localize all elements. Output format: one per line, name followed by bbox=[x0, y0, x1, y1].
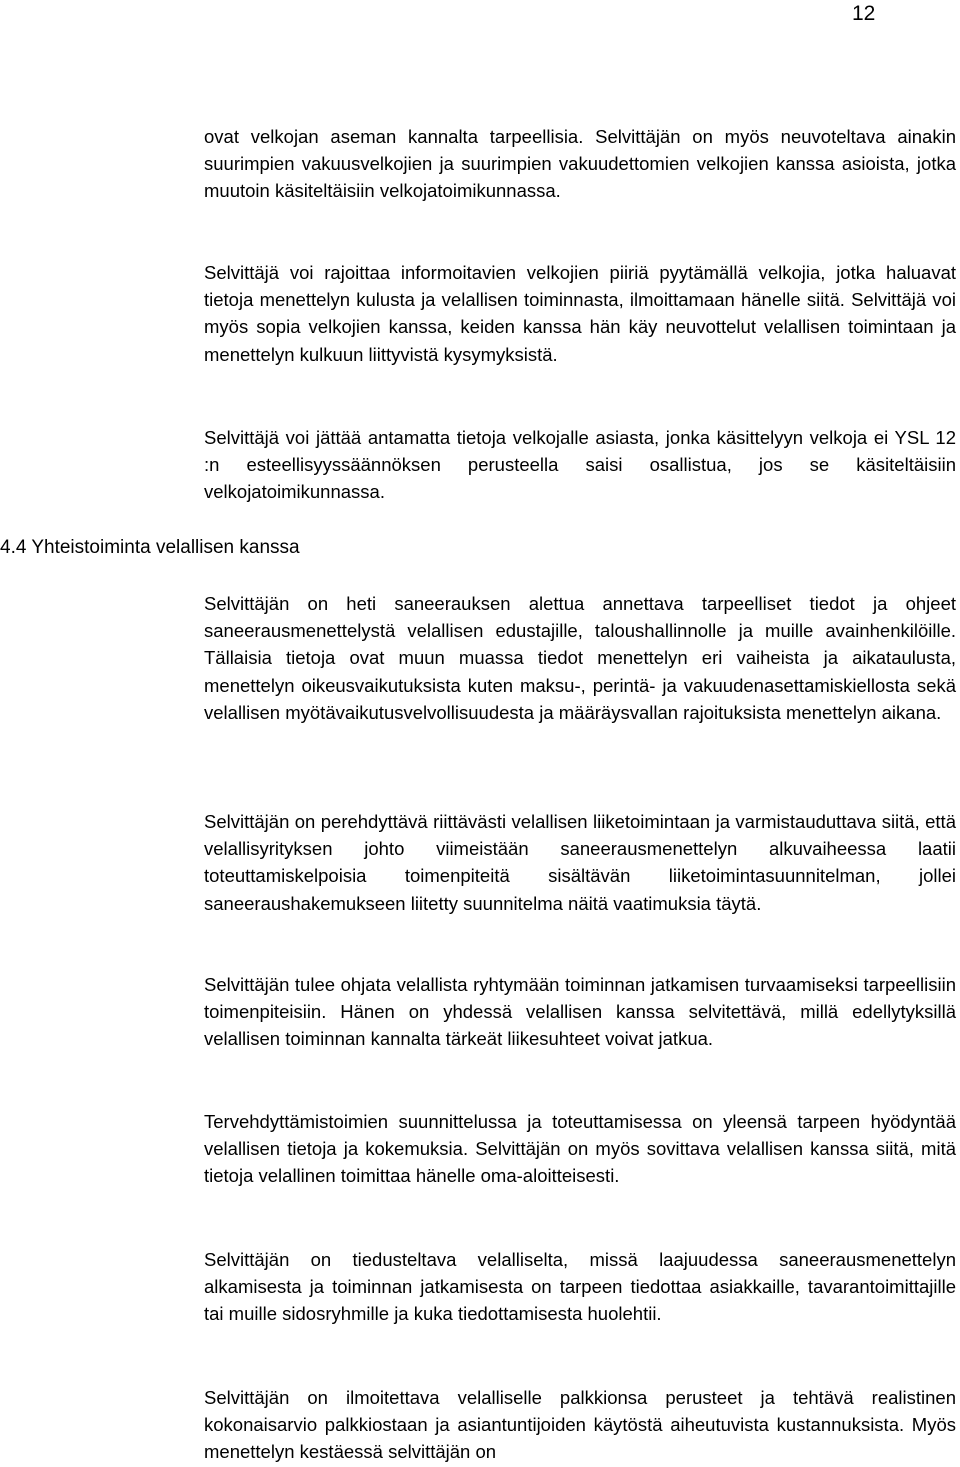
paragraph: Selvittäjän on heti saneerauksen alettua annettava tarpeelliset tiedot ja ohjeet saneerausmenettelystä velallisen edustajille, taloushallinnolle ja muille avainhenkilöille. Tällaisia tietoja ovat muun muassa tiedot menettelyn eri vaiheista ja aikataulusta, menettelyn oikeusvaikutuksista kuten maksu-, perintä- ja vakuudenasettamiskiellosta sekä velallisen myötävaikutusvelvollisuudesta ja määräysvallan rajoituksista menettelyn aikana. bbox=[204, 593, 956, 723]
paragraph: Selvittäjän on perehdyttävä riittävästi velallisen liiketoimintaan ja varmistauduttava siitä, että velallisyrityksen johto viimeistään saneerausmenettelyn alkuvaiheessa laatii toteuttamiskelpoisia toimenpiteitä sisältävän liiketoimintasuunnitelman, jollei saneeraushakemukseen liitetty suunnitelma näitä vaatimuksia täytä. bbox=[204, 811, 956, 914]
paragraph: Selvittäjän on tiedusteltava velalliselta, missä laajuudessa saneerausmenettelyn alkamisesta ja toiminnan jatkamisesta on tarpeen tiedottaa asiakkaille, tavarantoimittajille tai muille sidosryhmille ja kuka tiedottamisesta huolehtii. bbox=[204, 1249, 956, 1325]
section-heading: 4.4 Yhteistoiminta velallisen kanssa bbox=[0, 537, 300, 558]
paragraph: Selvittäjä voi rajoittaa informoitavien velkojien piiriä pyytämällä velkojia, jotka haluavat tietoja menettelyn kulusta ja velallisen toiminnasta, ilmoittamaan hänelle siitä. Selvittäjä voi myös sopia velkojien kanssa, keiden kanssa hän käy neuvottelut velallisen toimintaan ja menettelyn kulkuun liittyvistä kysymyksistä. bbox=[204, 262, 956, 365]
paragraph: Tervehdyttämistoimien suunnittelussa ja toteuttamisessa on yleensä tarpeen hyödyntää velallisen tietoja ja kokemuksia. Selvittäjän on myös sovittava velallisen kanssa siitä, mitä tietoja velallinen toimittaa hänelle oma-aloitteisesti. bbox=[204, 1111, 956, 1187]
page-number: 12 bbox=[852, 2, 876, 25]
paragraph: Selvittäjän tulee ohjata velallista ryhtymään toiminnan jatkamisen turvaamiseksi tarpeellisiin toimenpiteisiin. Hänen on yhdessä velallisen kanssa selvitettävä, millä edellytyksillä velallisen toiminnan kannalta tärkeät liikesuhteet voivat jatkua. bbox=[204, 974, 956, 1050]
paragraph: ovat velkojan aseman kannalta tarpeellisia. Selvittäjän on myös neuvoteltava ainakin suurimpien vakuusvelkojien ja suurimpien vakuudettomien velkojien kanssa asioista, jotka muutoin käsiteltäisiin velkojatoimikunnassa. bbox=[204, 126, 956, 202]
paragraph: Selvittäjä voi jättää antamatta tietoja velkojalle asiasta, jonka käsittelyyn velkoja ei YSL 12 :n esteellisyyssäännöksen perusteella saisi osallistua, jos se käsiteltäisiin velkojatoimikunnassa. bbox=[204, 427, 956, 503]
paragraph: Selvittäjän on ilmoitettava velalliselle palkkionsa perusteet ja tehtävä realistinen kokonaisarvio palkkiostaan ja asiantuntijoiden käytöstä aiheutuvista kustannuksista. Myös menettelyn kestäessä selvittäjän on bbox=[204, 1387, 956, 1463]
